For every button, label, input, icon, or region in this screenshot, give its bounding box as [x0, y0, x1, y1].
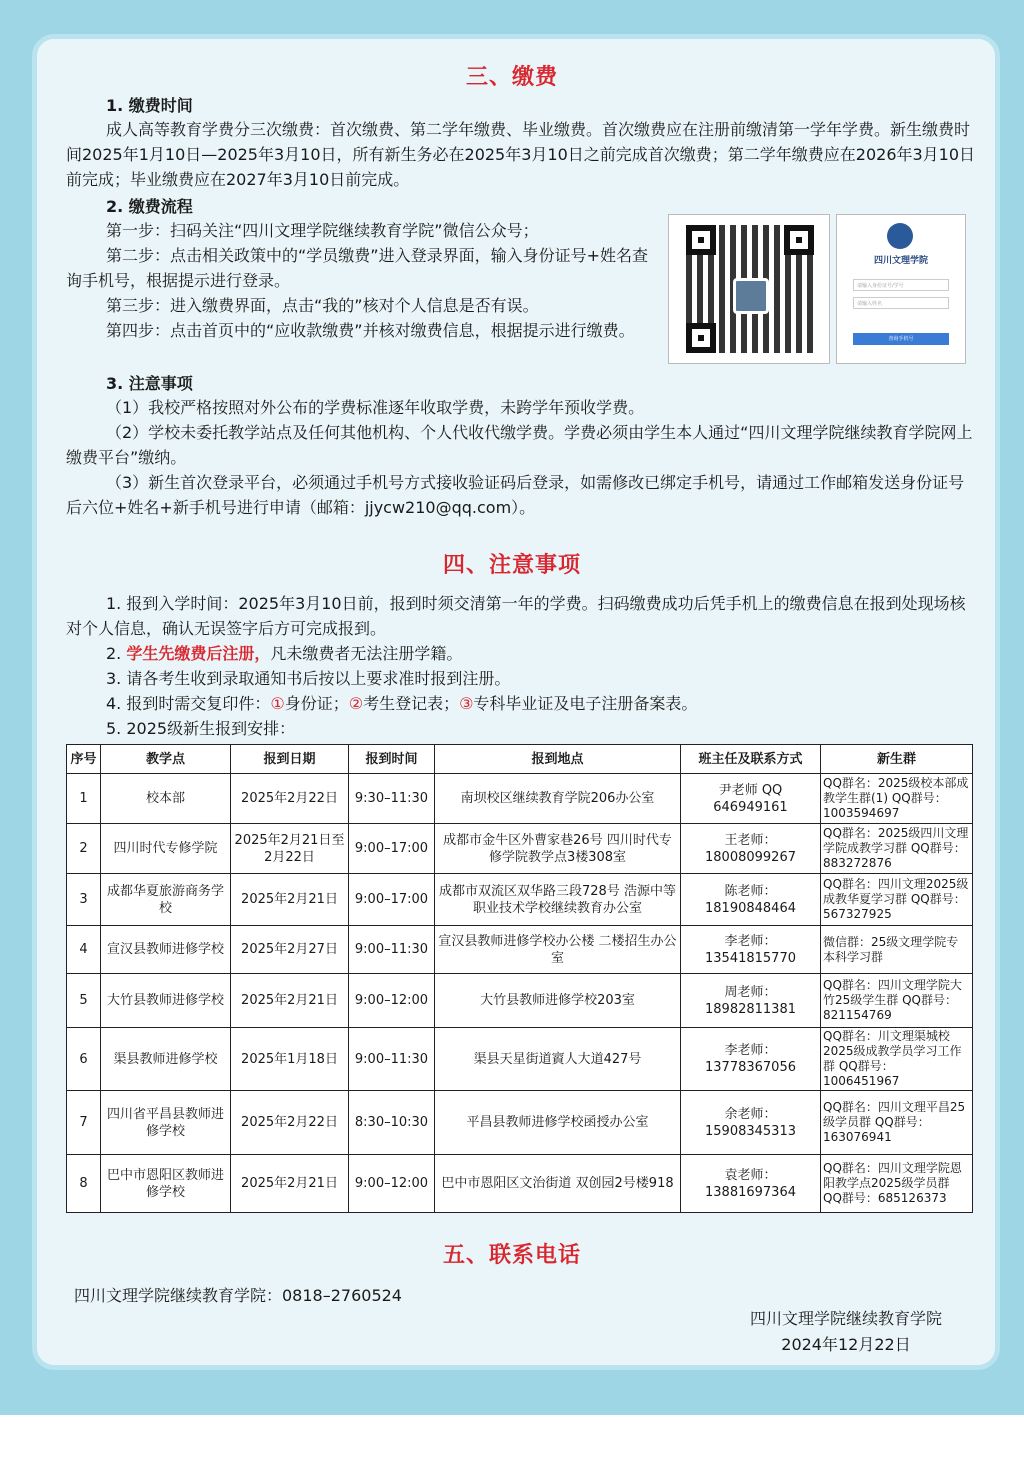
student-group: QQ群名：2025级四川文理学院成教学习群 QQ群号：883272876: [821, 824, 973, 874]
row-number: 2: [67, 824, 101, 874]
section-title-payment: 三、缴费: [465, 65, 558, 90]
notice-2: [66, 641, 976, 666]
name-field-preview: 请输入姓名: [853, 297, 949, 309]
report-date: 2025年2月21日: [231, 974, 349, 1028]
issue-date: 2024年12月22日: [781, 1335, 911, 1354]
report-place: 南坝校区继续教育学院206办公室: [435, 774, 681, 824]
row-number: 8: [67, 1155, 101, 1213]
doc-id-card: 身份证；: [284, 694, 349, 713]
qr-finder-icon: [686, 225, 716, 255]
section-title-notices: 四、注意事项: [442, 553, 581, 578]
student-group: QQ群名：四川文理学院恩阳教学点2025级学员群 QQ群号：685126373: [821, 1155, 973, 1213]
table-row: [67, 1091, 973, 1155]
payment-time-heading: 1. 缴费时间: [106, 96, 193, 115]
report-date: 2025年2月22日: [231, 1091, 349, 1155]
report-date: 2025年2月21日至2月22日: [231, 824, 349, 874]
wechat-qr-code: [668, 214, 830, 364]
doc-diploma: 专科毕业证及电子注册备案表。: [473, 694, 698, 713]
payment-notes: [66, 395, 976, 520]
report-place: 成都市双流区双华路三段728号 浩源中等职业技术学校继续教育办公室: [435, 874, 681, 926]
column-header: 新生群: [821, 745, 973, 774]
teacher-contact: 陈老师：18190848464: [681, 874, 821, 926]
table-row: [67, 874, 973, 926]
teaching-site: 宣汉县教师进修学校: [101, 926, 231, 974]
note-3: （3）新生首次登录平台，必须通过手机号方式接收验证码后登录，如需修改已绑定手机号，请通过工作邮箱发送身份证号后六位+姓名+新手机号进行申请（邮箱：jjycw210@qq.com）。: [66, 473, 965, 517]
report-date: 2025年2月27日: [231, 926, 349, 974]
notice-4-lead: 4. 报到时需交复印件：: [106, 694, 271, 713]
report-time: 8:30–10:30: [349, 1091, 435, 1155]
step-4: 第四步：点击首页中的“应收款缴费”并核对缴费信息，根据提示进行缴费。: [106, 321, 635, 340]
row-number: 3: [67, 874, 101, 926]
report-date: 2025年2月21日: [231, 1155, 349, 1213]
report-date: 2025年1月18日: [231, 1028, 349, 1091]
notes-heading: 3. 注意事项: [106, 374, 193, 393]
teacher-contact: 袁老师： 13881697364: [681, 1155, 821, 1213]
notice-3: 3. 请各考生收到录取通知书后按以上要求准时报到注册。: [106, 669, 511, 688]
row-number: 1: [67, 774, 101, 824]
teacher-contact: 李老师：13541815770: [681, 926, 821, 974]
teacher-contact: 周老师： 18982811381: [681, 974, 821, 1028]
teaching-site: 成都华夏旅游商务学校: [101, 874, 231, 926]
teacher-contact: 余老师：15908345313: [681, 1091, 821, 1155]
student-group: 微信群：25级文理学院专本科学习群: [821, 926, 973, 974]
row-number: 7: [67, 1091, 101, 1155]
step-1: 第一步：扫码关注“四川文理学院继续教育学院”微信公众号；: [106, 221, 539, 240]
student-group: QQ群名：四川文理学院大竹25级学生群 QQ群号：821154769: [821, 974, 973, 1028]
teaching-site: 渠县教师进修学校: [101, 1028, 231, 1091]
table-row: [67, 926, 973, 974]
teacher-contact: 李老师：13778367056: [681, 1028, 821, 1091]
column-header: 教学点: [101, 745, 231, 774]
row-number: 5: [67, 974, 101, 1028]
column-header: 报到时间: [349, 745, 435, 774]
column-header: 报到地点: [435, 745, 681, 774]
report-place: 成都市金牛区外曹家巷26号 四川时代专修学院教学点3楼308室: [435, 824, 681, 874]
issuing-org: 四川文理学院继续教育学院: [749, 1309, 942, 1328]
note-1: （1）我校严格按照对外公布的学费标准逐年收取学费，未跨学年预收学费。: [106, 398, 645, 417]
notice-2-number: 2.: [106, 644, 127, 663]
note-2: （2）学校未委托教学站点及任何其他机构、个人代收代缴学费。学费必须由学生本人通过“四川文理学院继续教育学院网上缴费平台”缴纳。: [66, 423, 973, 467]
qr-finder-icon: [784, 225, 814, 255]
table-row: [67, 1155, 973, 1213]
report-time: 9:00–11:30: [349, 1028, 435, 1091]
notice-2-text: 凡未缴费者无法注册学籍。: [270, 644, 463, 663]
teaching-site: 四川时代专修学院: [101, 824, 231, 874]
payment-steps: [66, 218, 660, 343]
teaching-site: 大竹县教师进修学校: [101, 974, 231, 1028]
report-place: 巴中市恩阳区文治街道 双创园2号楼918: [435, 1155, 681, 1213]
notice-5: 5. 2025级新生报到安排：: [106, 719, 296, 738]
teacher-contact: 王老师：18008099267: [681, 824, 821, 874]
login-screen-preview: [836, 214, 966, 364]
qr-center-logo-icon: [733, 278, 769, 314]
circled-3: ③: [459, 694, 474, 713]
row-number: 4: [67, 926, 101, 974]
query-button-preview: 查询手机号: [853, 333, 949, 345]
step-2: 第二步：点击相关政策中的“学员缴费”进入登录界面，输入身份证号+姓名查询手机号，根据提示进行登录。: [66, 246, 648, 290]
student-group: QQ群名：四川文理平昌25级学员群 QQ群号：163076941: [821, 1091, 973, 1155]
notice-2-highlight: 学生先缴费后注册，: [126, 644, 271, 663]
column-header: 班主任及联系方式: [681, 745, 821, 774]
table-row: [67, 1028, 973, 1091]
notice-1: 1. 报到入学时间：2025年3月10日前，报到时须交清第一年的学费。扫码缴费成功后凭手机上的缴费信息在报到处现场核对个人信息，确认无误签字后方可完成报到。: [66, 594, 966, 638]
step-3: 第三步：进入缴费界面，点击“我的”核对个人信息是否有误。: [106, 296, 539, 315]
report-time: 9:30–11:30: [349, 774, 435, 824]
registration-notices: [66, 591, 976, 741]
student-group: QQ群名：2025级校本部成教学生群(1) QQ群号：1003594697: [821, 774, 973, 824]
teaching-site: 巴中市恩阳区教师进修学校: [101, 1155, 231, 1213]
report-place: 平昌县教师进修学校函授办公室: [435, 1091, 681, 1155]
report-time: 9:00–17:00: [349, 824, 435, 874]
school-name: 四川文理学院: [873, 256, 928, 266]
student-group: QQ群名：四川文理2025级成教华夏学习群 QQ群号：567327925: [821, 874, 973, 926]
report-time: 9:00–12:00: [349, 974, 435, 1028]
report-time: 9:00–12:00: [349, 1155, 435, 1213]
report-place: 宣汉县教师进修学校办公楼 二楼招生办公室: [435, 926, 681, 974]
table-header-row: [67, 745, 973, 774]
student-group: QQ群名：川文理渠城校2025级成教学员学习工作群 QQ群号：1006451967: [821, 1028, 973, 1091]
payment-process-heading: 2. 缴费流程: [106, 197, 193, 216]
table-row: [67, 774, 973, 824]
section-title-contact: 五、联系电话: [442, 1243, 581, 1268]
doc-registration-form: 考生登记表；: [363, 694, 460, 713]
teacher-contact: 尹老师 QQ 646949161: [681, 774, 821, 824]
payment-time-text: 成人高等教育学费分三次缴费：首次缴费、第二学年缴费、毕业缴费。首次缴费应在注册前缴清第一学年学费。新生缴费时间2025年1月10日—2025年3月10日，所有新生务必在2025年3月10日之前完成首次缴费；第二学年缴费应在2026年3月10日前完成；毕业缴费应在2027年3月10日前完成。: [66, 120, 976, 189]
row-number: 6: [67, 1028, 101, 1091]
signature-block: [750, 1306, 942, 1358]
table-row: [67, 974, 973, 1028]
enrollment-schedule-table: [66, 744, 973, 1213]
report-date: 2025年2月22日: [231, 774, 349, 824]
circled-1: ①: [270, 694, 285, 713]
teaching-site: 校本部: [101, 774, 231, 824]
teaching-site: 四川省平昌县教师进修学校: [101, 1091, 231, 1155]
report-place: 大竹县教师进修学校203室: [435, 974, 681, 1028]
notice-4: [66, 691, 976, 716]
qr-finder-icon: [686, 323, 716, 353]
report-date: 2025年2月21日: [231, 874, 349, 926]
column-header: 报到日期: [231, 745, 349, 774]
report-time: 9:00–17:00: [349, 874, 435, 926]
table-row: [67, 824, 973, 874]
id-field-preview: 请输入身份证号/学号: [853, 279, 949, 291]
report-place: 渠县天星街道賨人大道427号: [435, 1028, 681, 1091]
school-logo-icon: [887, 223, 913, 249]
report-time: 9:00–11:30: [349, 926, 435, 974]
contact-phone: 四川文理学院继续教育学院：0818–2760524: [74, 1286, 402, 1305]
column-header: 序号: [67, 745, 101, 774]
circled-2: ②: [348, 694, 364, 713]
